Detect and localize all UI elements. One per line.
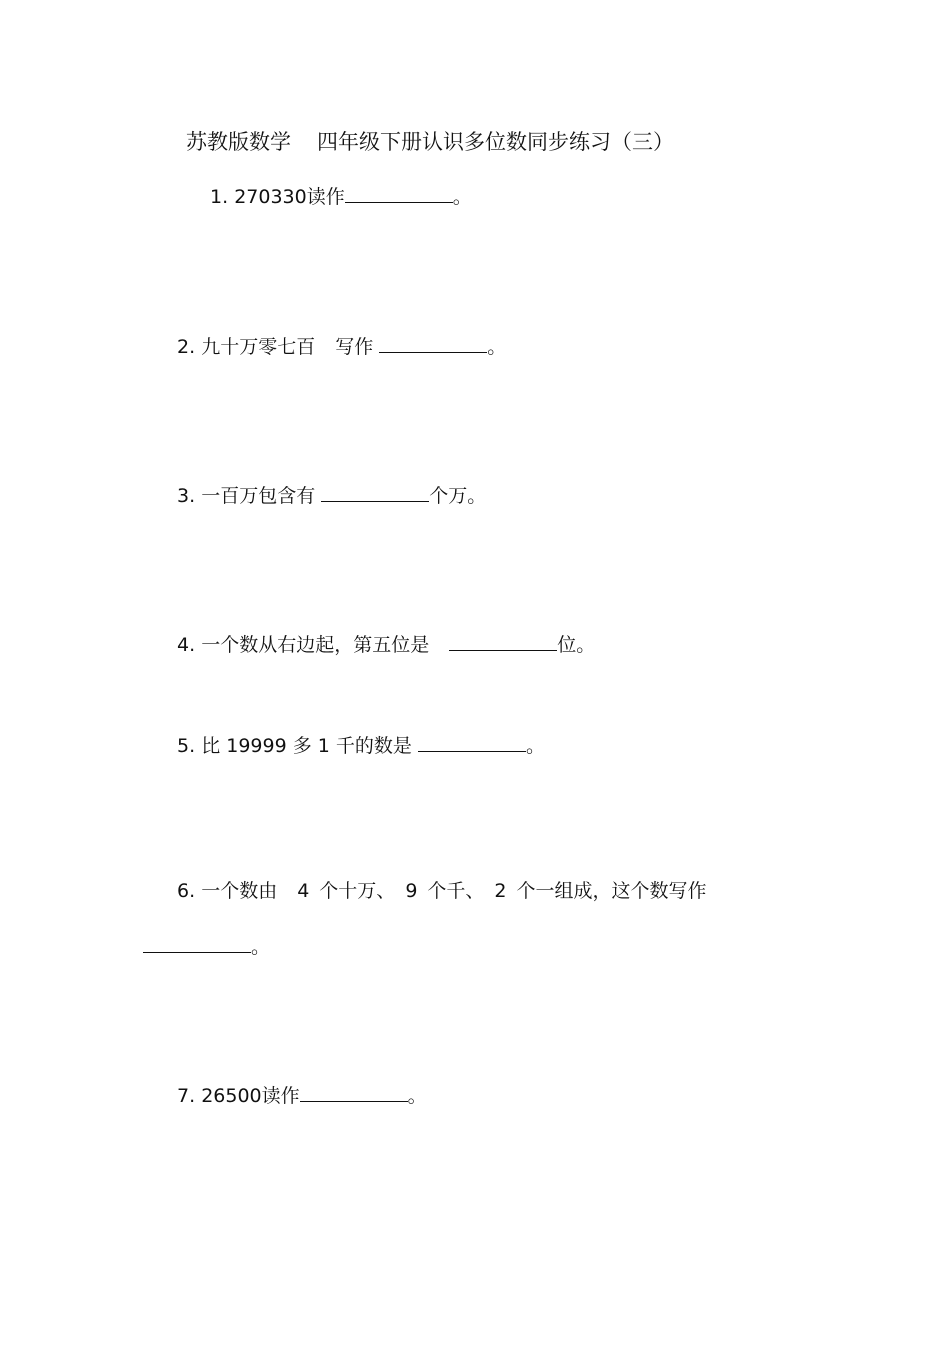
question-suffix: 。 [487, 336, 507, 358]
question-text: 26500读作 [201, 1085, 300, 1107]
question-suffix: 。 [452, 186, 472, 208]
question-text-a: 一个数由 [201, 880, 278, 902]
question-suffix: 位。 [557, 634, 596, 656]
answer-blank[interactable] [300, 1081, 408, 1102]
question-number: 7. [177, 1085, 196, 1107]
question-text-g: 个一组成，这个数写作 [516, 880, 707, 902]
question-text: 一个数从右边起，第五位是 [201, 634, 430, 656]
question-number: 3. [177, 485, 196, 507]
answer-blank[interactable] [321, 481, 429, 502]
page-title [186, 128, 674, 156]
question-value-b: 4 [297, 880, 310, 902]
question-5 [177, 731, 545, 758]
question-6-continuation [143, 932, 270, 959]
question-suffix: 个万。 [429, 485, 487, 507]
question-suffix: 。 [407, 1085, 427, 1107]
answer-blank[interactable] [379, 332, 487, 353]
question-number: 6. [177, 880, 196, 902]
answer-blank[interactable] [449, 630, 557, 651]
question-suffix: 。 [525, 735, 545, 757]
question-text: 比 19999 多 1 千的数是 [201, 735, 412, 757]
question-number: 4. [177, 634, 196, 656]
question-4 [177, 630, 595, 657]
question-text: 一百万包含有 [201, 485, 316, 507]
answer-blank[interactable] [345, 182, 453, 203]
question-number: 2. [177, 336, 196, 358]
answer-blank[interactable] [143, 932, 251, 953]
question-text: 九十万零七百 [201, 336, 316, 358]
title-subject: 苏教版数学 [186, 130, 291, 154]
question-7 [177, 1081, 427, 1108]
question-text-mid: 写作 [335, 336, 374, 358]
question-value-f: 2 [494, 880, 507, 902]
question-3 [177, 481, 486, 508]
question-text-e: 个千、 [427, 880, 485, 902]
question-value-d: 9 [405, 880, 418, 902]
answer-blank[interactable] [418, 731, 526, 752]
question-number: 1. [210, 186, 229, 208]
question-6 [177, 879, 707, 903]
question-number: 5. [177, 735, 196, 757]
question-suffix: 。 [251, 936, 271, 958]
question-text-c: 个十万、 [319, 880, 396, 902]
question-1 [210, 182, 472, 209]
question-2 [177, 332, 506, 359]
title-topic: 四年级下册认识多位数同步练习（三） [317, 130, 674, 154]
question-text: 270330读作 [234, 186, 345, 208]
